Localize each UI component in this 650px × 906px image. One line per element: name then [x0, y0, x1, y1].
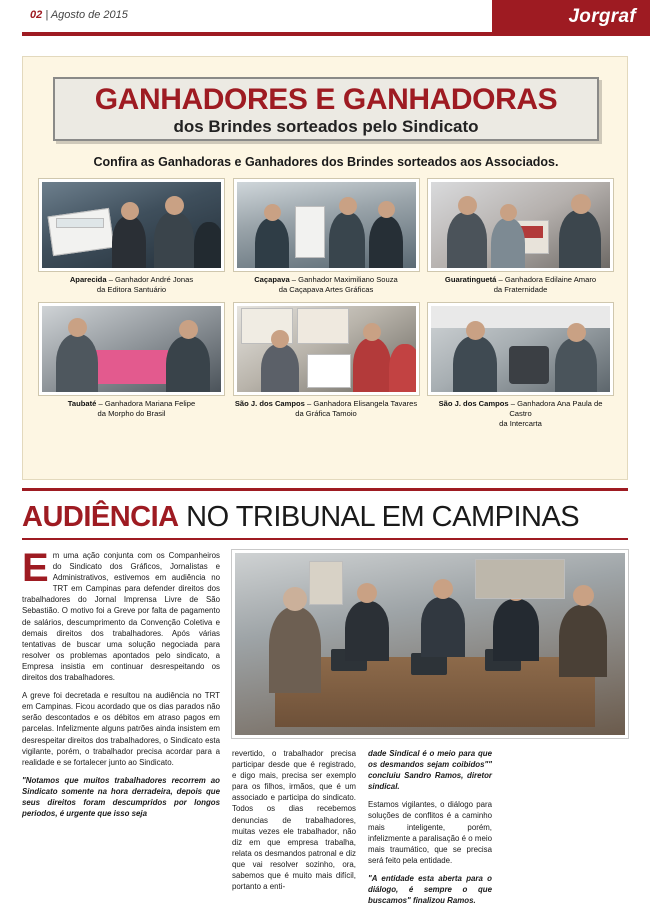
article-audiencia: [22, 500, 628, 906]
winner-name: Ganhador Maximiliano Souza: [298, 275, 398, 284]
winner-dash: –: [498, 275, 503, 284]
winner-name: Ganhadora Elisangela Tavares: [313, 399, 418, 408]
photo-sjc-tamoio: [234, 303, 419, 395]
headline-rule: [22, 538, 628, 540]
winner-card: [39, 179, 224, 295]
photo-sjc-intercarta: [428, 303, 613, 395]
winner-card: [428, 303, 613, 429]
winners-row: [39, 303, 613, 429]
winner-name: Ganhadora Mariana Felipe: [104, 399, 196, 408]
photo-aparecida: [39, 179, 224, 271]
winner-caption: [39, 399, 224, 419]
winner-city: Guaratinguetá: [444, 275, 497, 284]
photo-audiencia-trt: [232, 550, 628, 738]
winner-dash: –: [510, 399, 515, 408]
pull-quote-start: "Notamos que muitos trabalhadores recorrem ao Sindicato somente na hora derradeira, depois que seus direitos foram descumpridos por longos periodos, é urgente que isso seja: [22, 775, 220, 819]
winner-city: Aparecida: [69, 275, 107, 284]
photo-cacapava: [234, 179, 419, 271]
pull-quote-end: dade Sindical é o meio para que os desmandos sejam coibidos"" concluiu Sandro Ramos, diretor sindical.: [368, 749, 492, 792]
paragraph-text: m uma ação conjunta com os Companheiros do Sindicato dos Gráficos, Jornalistas e Administrativos, estivemos em audiência no TRT em Campinas para defender direitos dos trabalhadores do Jornal Imprensa Livre de São Sebastião. O motivo foi a Greve por falta de pagamento de salários, descumprimento da Convenção Coletiva e demais direitos dos trabalhadores. Após várias tentativas de buscar uma solução negociada para resolver os problemas apontados pelo sindicato, a Empresa insistia em continuar desrespeitando os direitos dos trabalhadores.: [22, 551, 220, 683]
winner-company: da Gráfica Tamoio: [295, 409, 357, 418]
publication-logo: Jorgraf: [568, 6, 636, 27]
folio-date: Agosto de 2015: [50, 9, 128, 21]
winners-title-line2: dos Brindes sorteados pelo Sindicato: [173, 117, 479, 136]
headline-rest: NO TRIBUNAL EM CAMPINAS: [178, 501, 580, 533]
winner-caption: [39, 275, 224, 295]
dropcap: E: [22, 546, 49, 590]
headline-highlight: AUDIÊNCIA: [22, 501, 179, 533]
winner-card: [234, 303, 419, 429]
winner-name: Ganhadora Edilaine Amaro: [504, 275, 597, 284]
photo-guaratingueta: [428, 179, 613, 271]
winner-card: [234, 179, 419, 295]
winner-card: [428, 179, 613, 295]
article-headline: [22, 500, 628, 534]
section-divider: [22, 488, 628, 491]
winner-city: Caçapava: [254, 275, 290, 284]
winner-dash: –: [307, 399, 312, 408]
paragraph: revertido, o trabalhador precisa participar desde que é registrado, e digo mais, precisa ser exemplo para os filhos, irmãos, que é um associado e participa do sindicato. Todos os dias recebemos denuncias de trabalhadores, muitas vezes ele trabalhador, não diz em que empresa trabalha, relata os desmandos patronal e diz que vai resolver sozinho, ora, sabemos que é muito mais difícil, portanto a enti-: [232, 749, 356, 892]
winners-subtitle: Confira as Ganhadoras e Ganhadores dos Brindes sorteados aos Associados.: [93, 155, 559, 169]
folio: [30, 9, 128, 21]
winners-title-line1: GANHADORES E GANHADORAS: [94, 83, 558, 116]
paragraph: Estamos vigilantes, o diálogo para soluções de conflitos é a caminho mais inteligente, porém, infelizmente a paralisação é o meio mais traumático, que se precisa será feito pela entidade.: [368, 800, 492, 865]
winner-city: Taubaté: [67, 399, 97, 408]
article-body: [22, 546, 628, 906]
winner-city: São J. dos Campos: [438, 399, 509, 408]
article-column-3: [368, 748, 492, 906]
masthead-rule: [22, 32, 628, 36]
winner-name: Ganhadora Ana Paula de Castro: [509, 399, 603, 418]
winner-name: Ganhador André Jonas: [115, 275, 194, 284]
winner-dash: –: [98, 399, 103, 408]
folio-number: 02: [30, 9, 43, 21]
winner-caption: [234, 275, 419, 295]
winner-company: da Intercarta: [499, 419, 542, 428]
winners-grid: [39, 179, 613, 429]
article-lower-columns: [232, 748, 628, 906]
article-column-1: [22, 546, 220, 826]
winners-section: [22, 56, 628, 480]
winner-company: da Fraternidade: [493, 285, 548, 294]
winner-company: da Morpho do Brasil: [97, 409, 166, 418]
winner-card: [39, 303, 224, 429]
closing-quote: "A entidade esta aberta para o diálogo, é sempre o que buscamos" finalizou Ramos.: [368, 873, 492, 906]
winner-caption: [234, 399, 419, 419]
winners-title-box: [53, 77, 599, 141]
article-column-2: [232, 748, 356, 892]
winner-city: São J. dos Campos: [234, 399, 305, 408]
folio-separator: |: [45, 9, 49, 21]
winner-caption: [428, 275, 613, 295]
paragraph: [22, 546, 220, 683]
winner-caption: [428, 399, 613, 429]
winner-company: da Caçapava Artes Gráficas: [278, 285, 374, 294]
winner-dash: –: [108, 275, 113, 284]
winners-row: [39, 179, 613, 295]
paragraph: A greve foi decretada e resultou na audiência no TRT em Campinas. Ficou acordado que os dias parados não serão descontados e os débitos em atraso pagos em parcelas. Infelizmente alguns patrões ainda insistem em desrespeitar direitos dos trabalhadores, o Sindicato esta vigilante, porém, o trabalhador precisa acordar para a realidade e se fortalecer junto ao Sindicato.: [22, 691, 220, 767]
photo-taubate: [39, 303, 224, 395]
winner-company: da Editora Santuário: [96, 285, 167, 294]
masthead: [0, 0, 650, 52]
winner-dash: –: [291, 275, 297, 284]
